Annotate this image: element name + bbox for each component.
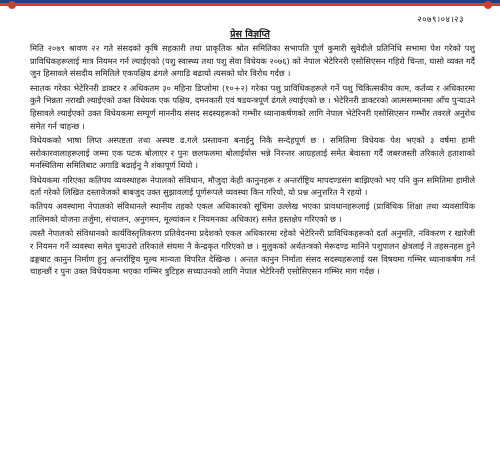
letterhead-red-band (0, 3, 500, 6)
document-body (30, 42, 475, 280)
body-paragraph-3: विधेयकको भाषा लिप्त अस्पष्टता तथा अस्पष्ट ढ.गले प्रस्तावना बनाईनु निकै सन्देहपूर्ण छ । समितिमा विधेयक पेश भएको ३ वर्षमा हामी सरोकारवालाहरूलाई जम्मा एक पटक बोलाएर र पुनः छलफलमा बोलाईयोस भन्ने निरन्तर आग्रहलाई समेत बेवास्ता गर्दै जबरजस्ती तरिकाले हताशाको मनस्थितिमा समितिबाट अगाडि बढाईनु नै शंकापूर्ण थियो । (30, 134, 475, 171)
document-date: २०७९।०४।२३ (417, 15, 464, 25)
body-paragraph-2: स्नातक गरेका भेटेरिनरी डाक्टर र अधिकतम ३० महिना डिप्लोमा (१०+२) गरेका पशु प्राविधिकहरूले गर्ने पशु चिकित्सकीय काम, कर्तव्य र अधिकारमा कुनै भिन्नता नराखी ल्याईएको उक्त विधेयक एक पक्षिय, दमनकारी एवं षडयन्त्रपूर्ण ढंगले ल्याईएको छ । भेटेरिनरी डाक्टरको आत्मसम्मानमा आँच पुर्‍याउने हिसावले ल्याईएको उक्त विधेयकमा सम्पूर्ण माननीय संसद सदस्यहरूको गम्भीर ध्यानाकर्षणको लागि नेपाल भेटेरिनरी एसोसिएसन गम्भीर तवरले अनुरोध समेत गर्न चाहन्छ । (30, 82, 475, 131)
body-paragraph-5: कतिपय अवस्थामा नेपालको संविधानले स्थानीय तहको एकल अधिकारको सूचिमा उल्लेख भएका प्रावधानहरूलाई (प्राविधिक शिक्षा तथा व्यवसायिक तालिमको योजना तर्जुमा, संचालन, अनुगमन, मूल्यांकन र नियमनका अधिकार) समेत हस्तक्षेप गरिएको छ । (30, 201, 475, 225)
body-paragraph-6: त्यस्तै नेपालको संविधानको कार्यविस्तृतिकरण प्रतिवेदनमा प्रदेशको एकल अधिकारमा रहेको भेटेरिनरी प्राविधिकहरूको दर्ता अनुमति, नविकरण र खारेजी र नियमन गर्ने व्यवस्था समेत घुमाउरो तरिकाले संघमा नै केन्द्रकृत गरिएको छ । मुलुकको अर्थतन्त्रको मेरूदण्ड मानिने पशुपालन क्षेत्रलाई ने तहसनहस हुने ढङ्गबाट कानुन निर्माण हुनु अन्तर्राष्ट्रिय मूल्य मान्यता विपरित देखिन्छ । अन्तत कानुन निर्माता संसद सदस्यहरूलाई यस विषयमा गम्भिर ध्यानाकर्षण गर्न चाहन्छौं र पुनः उक्त विधेयकमा भएका गम्भिर त्रुटिहरु सच्याउनको लागि नेपाल भेटेरिनरी एसोसिएसन गम्भिर माग गर्दछ । (30, 228, 475, 277)
letterhead-strip (0, 0, 500, 10)
body-paragraph-4: विधेयकमा गरिएका कतिपय व्यवस्थाहरू नेपालको संविधान, मौजुदा केही कानुनहरू र अन्तर्राष्ट्रिय मापदण्डसंग बाझिएको भए पनि कुन समितिमा हामीले दर्ता गरेको लिखित दस्तावेजको बाबजुद उक्त सुझावलाई पूर्णरूपले व्यवस्था किन गरियो, यो प्रश्न अनुत्तरित नै रहयो । (30, 174, 475, 198)
body-paragraph-1: मिति २०७९ श्रावण २२ गते संसदको कृषि सहकारी तथा प्राकृतिक श्रोत समितिका सभापति पूर्ण कुमारी सुवेदीले प्रतिनिधि सभामा पेश गरेको पशु प्राविधिकहरूलाई मात्र नियमन गर्न ल्याईएको (पशु स्वास्थ्य तथा पशु सेवा विधेयक २०७६) को नेपाल भेटेरिनरी एसोसिएसन गहिरो चिन्ता, घासो व्यक्त गर्दै जुन हिसावले संसदीय समितिले एकपक्षिय ढंगले अगाडि बढायो त्यसको घोर विरोध गर्दछ । (30, 43, 475, 79)
decorative-dot (8, 1, 16, 9)
decorative-dot (484, 1, 492, 9)
document-title: प्रेस विज्ञप्ति (230, 29, 270, 40)
